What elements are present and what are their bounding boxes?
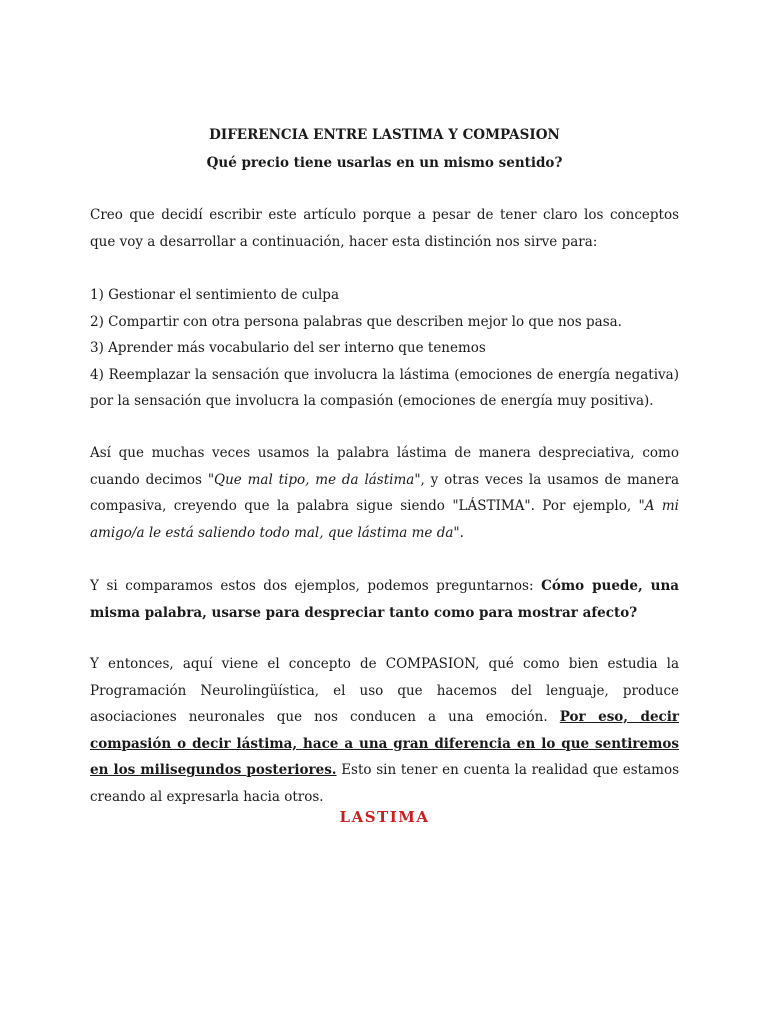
compassion-text-part1: Y entonces, aquí viene el concepto de COMPASION, qué como bien estudia la Programación Neurolingüística, el uso que hacemos del lenguaje, produce asociaciones neuronales que nos conducen a una emoción. [90, 656, 679, 725]
section-heading-lastima: LASTIMA [339, 808, 430, 826]
list-item: 4) Reemplazar la sensación que involucra la lástima (emociones de energía negativa) por la sensación que involucra la compasión (emociones de energía muy positiva). [90, 366, 679, 409]
usage-paragraph [90, 440, 679, 546]
intro-paragraph [90, 202, 679, 255]
list-item: 3) Aprender más vocabulario del ser interno que tenemos [90, 340, 486, 356]
quote-example-1: Que mal tipo, me da lástima [214, 471, 415, 488]
question-lead: Y si comparamos estos dos ejemplos, podemos preguntarnos: [90, 578, 542, 594]
compassion-paragraph [90, 651, 679, 810]
document-title: DIFERENCIA ENTRE LASTIMA Y COMPASION [209, 127, 560, 143]
document-subtitle: Qué precio tiene usarlas en un mismo sentido? [206, 155, 563, 171]
list-item: 2) Compartir con otra persona palabras que describen mejor lo que nos pasa. [90, 313, 622, 330]
compassion-emphasis: Por eso, decir compasión o decir lástima, hace a una gran diferencia en lo que sentiremos en los milisegundos posteriores. [90, 709, 679, 778]
question-text [90, 573, 679, 626]
usage-text-part3: ". [453, 524, 464, 541]
list-item: 1) Gestionar el sentimiento de culpa [90, 287, 339, 303]
usage-text-part2: ", y otras veces la usamos de manera compasiva, creyendo que la palabra sigue siendo "LÁSTIMA". Por ejemplo, " [90, 471, 679, 514]
compassion-text [90, 651, 679, 810]
usage-text-part1: Así que muchas veces usamos la palabra lástima de manera despreciativa, como cuando decimos " [90, 445, 679, 488]
benefits-list [90, 282, 679, 415]
question-bold: Cómo puede, una misma palabra, usarse para despreciar tanto como para mostrar afecto? [90, 578, 680, 621]
intro-text: Creo que decidí escribir este artículo porque a pesar de tener claro los conceptos que voy a desarrollar a continuación, hacer esta distinción nos sirve para: [90, 207, 679, 250]
compassion-text-part2: Esto sin tener en cuenta la realidad que estamos creando al expresarla hacia otros. [90, 762, 679, 805]
usage-text [90, 440, 679, 546]
question-paragraph [90, 573, 679, 626]
quote-example-2: A mi amigo/a le está saliendo todo mal, que lástima me da [90, 498, 679, 541]
